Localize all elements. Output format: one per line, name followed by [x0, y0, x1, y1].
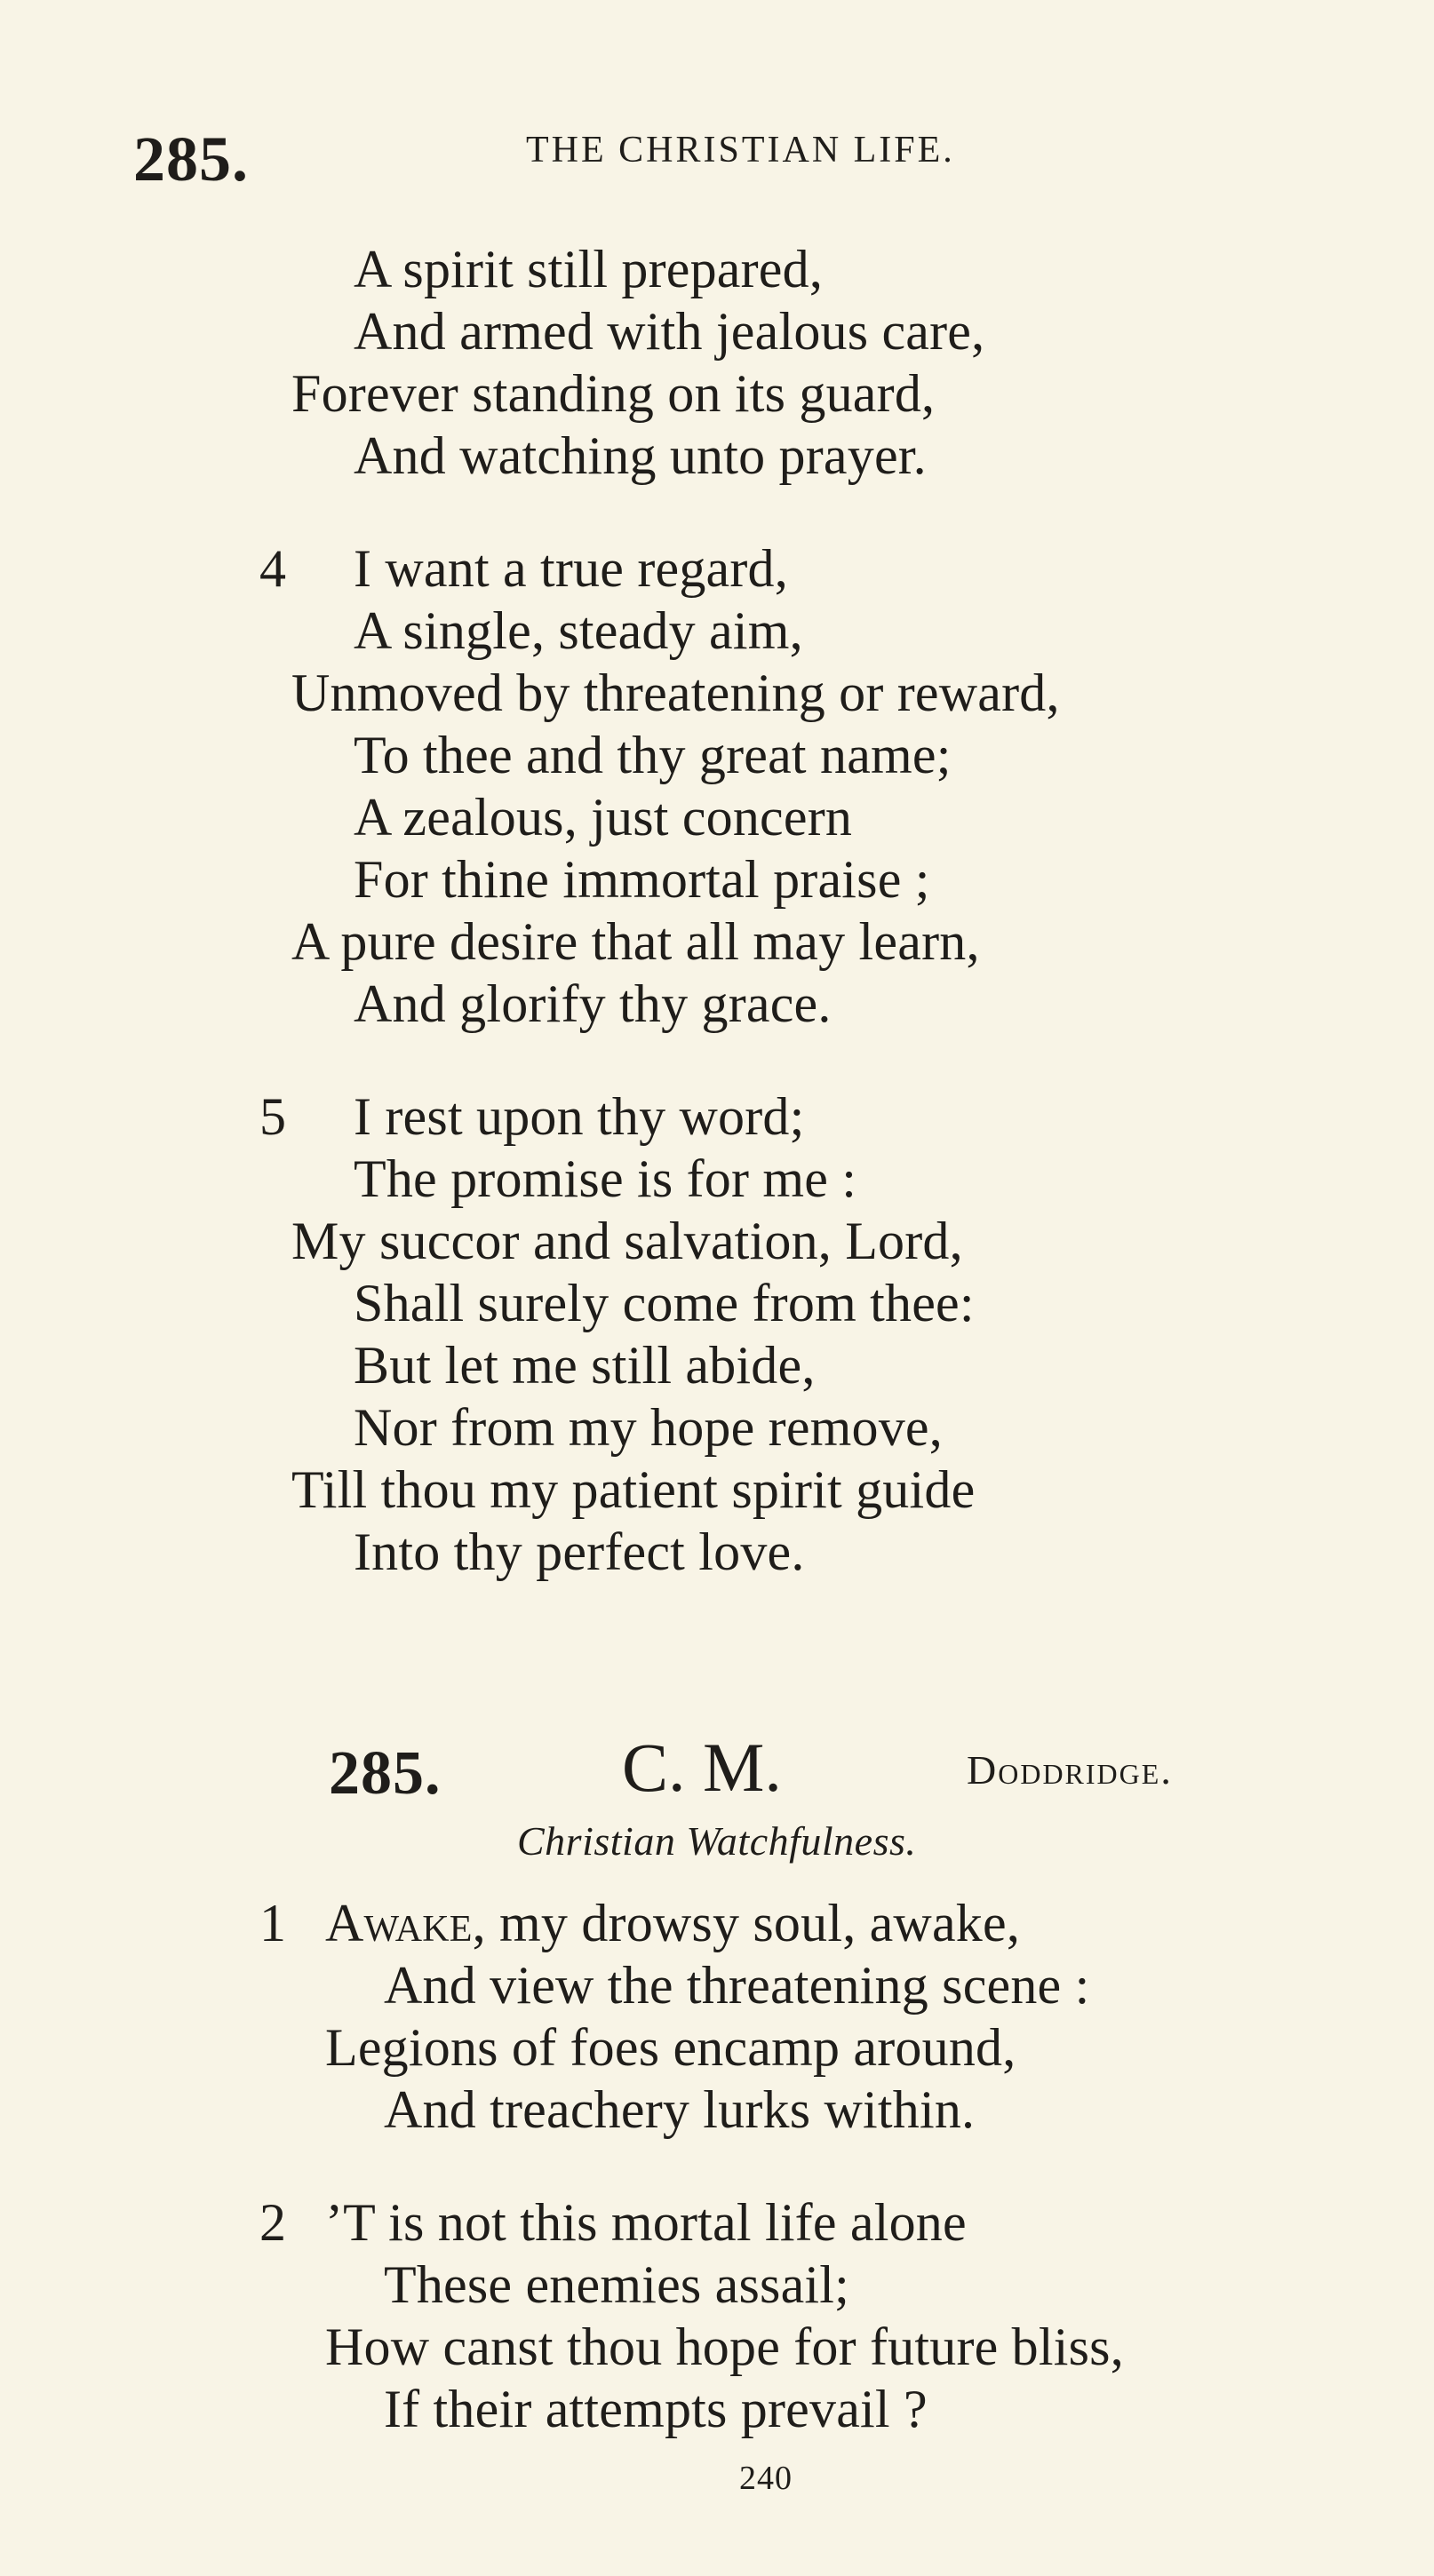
- verse-line: And glorify thy grace.: [354, 974, 832, 1033]
- verse-line: These enemies assail;: [384, 2255, 850, 2314]
- verse-line: And view the threatening scene :: [384, 1956, 1090, 2015]
- verse-first-word: Awake,: [325, 1894, 486, 1952]
- verse-line: Nor from my hope remove,: [354, 1398, 943, 1457]
- stanza-number: 2: [259, 2193, 286, 2252]
- verse-line: Legions of foes encamp around,: [325, 2018, 1016, 2077]
- verse-line: The promise is for me :: [354, 1149, 857, 1208]
- meter: C. M.: [622, 1729, 782, 1806]
- verse-line: And watching unto prayer.: [354, 426, 927, 485]
- stanza-number: 1: [259, 1894, 286, 1952]
- verse-line: Forever standing on its guard,: [291, 364, 936, 423]
- verse-line: I want a true regard,: [354, 539, 788, 598]
- verse-line: How canst thou hope for future bliss,: [325, 2318, 1124, 2376]
- verse-line: But let me still abide,: [354, 1336, 816, 1395]
- running-title: THE CHRISTIAN LIFE.: [526, 130, 955, 171]
- verse-line: My succor and salvation, Lord,: [291, 1212, 963, 1270]
- verse-first-line-rest: my drowsy soul, awake,: [485, 1894, 1021, 1952]
- stanza-number: 5: [259, 1087, 286, 1146]
- verse-line: To thee and thy great name;: [354, 726, 952, 784]
- running-hymn-number: 285.: [133, 123, 249, 195]
- hymn-number: 285.: [329, 1739, 442, 1808]
- verse-line: ’T is not this mortal life alone: [325, 2193, 967, 2252]
- verse-line: Till thou my patient spirit guide: [291, 1460, 976, 1519]
- stanza-number: 4: [259, 539, 286, 598]
- verse-line: A pure desire that all may learn,: [291, 912, 980, 971]
- page-number: 240: [739, 2460, 793, 2497]
- verse-line: If their attempts prevail ?: [384, 2380, 928, 2438]
- verse-line: Unmoved by threatening or reward,: [291, 664, 1060, 722]
- hymn-subtitle: Christian Watchfulness.: [517, 1818, 917, 1864]
- verse-line: I rest upon thy word;: [354, 1087, 805, 1146]
- verse-line: And armed with jealous care,: [354, 302, 985, 361]
- verse-line: Shall surely come from thee:: [354, 1274, 975, 1332]
- author: Doddridge.: [967, 1747, 1173, 1793]
- verse-line: Into thy perfect love.: [354, 1523, 805, 1581]
- verse-line: [325, 1892, 1020, 1954]
- verse-line: For thine immortal praise ;: [354, 850, 930, 909]
- verse-line: A single, steady aim,: [354, 601, 803, 660]
- verse-line: A zealous, just concern: [354, 788, 853, 847]
- verse-line: A spirit still prepared,: [354, 240, 824, 298]
- verse-line: And treachery lurks within.: [384, 2080, 976, 2139]
